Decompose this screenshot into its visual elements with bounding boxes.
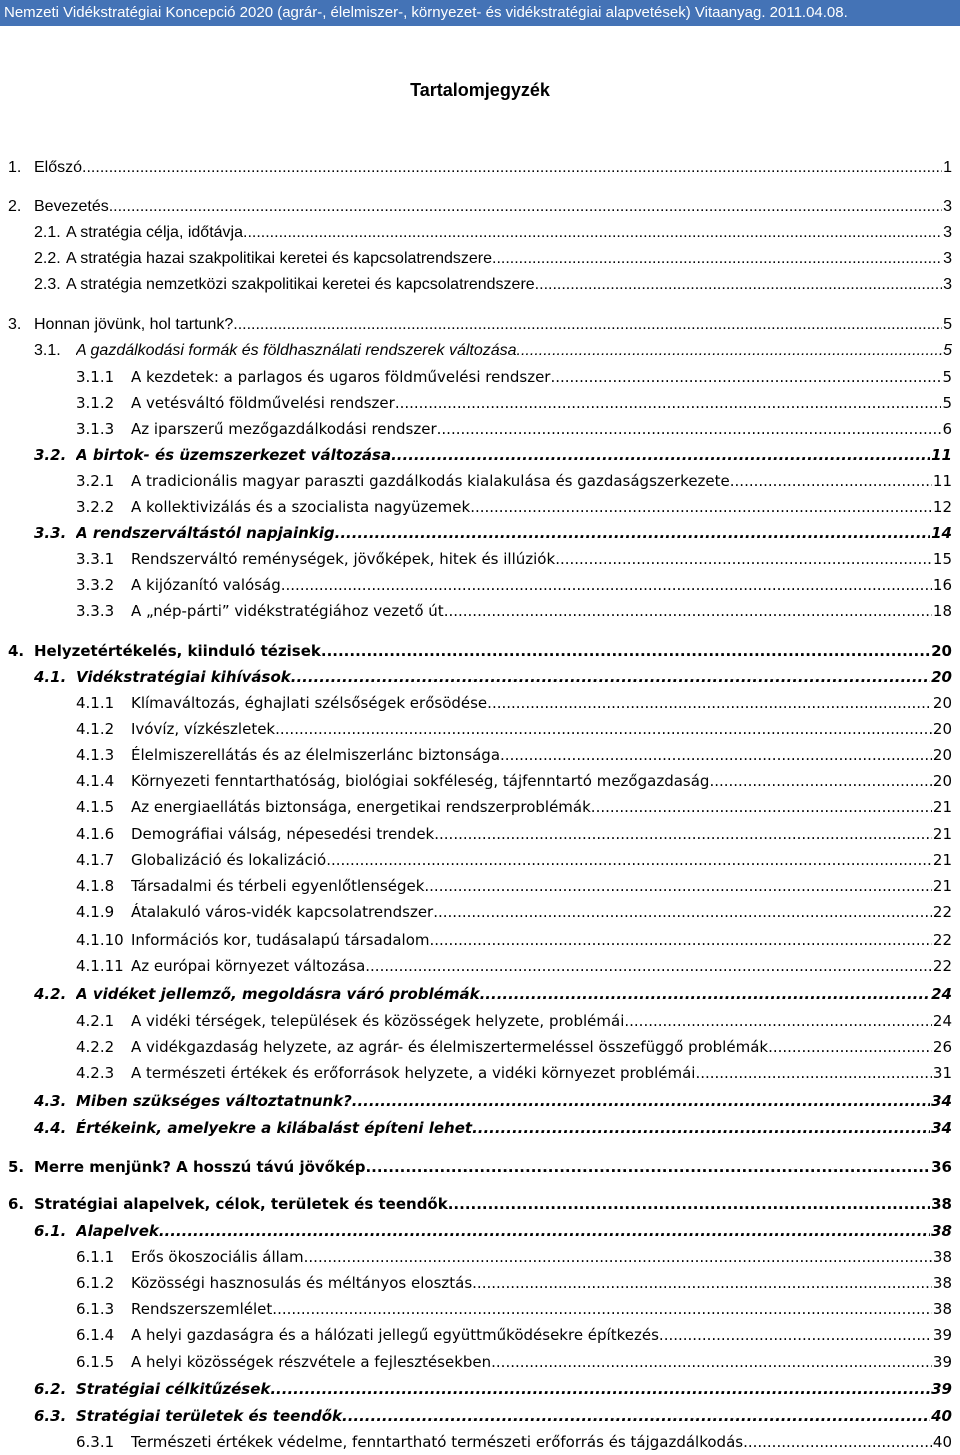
toc-entry-page: 3	[943, 250, 952, 267]
toc-entry[interactable]	[0, 1192, 960, 1216]
toc-entry-title: Rendszerszemlélet	[131, 1300, 273, 1318]
toc-entry-number: 4.1.7	[76, 851, 115, 869]
toc-entry-number: 3.2.2	[76, 498, 115, 516]
page-header: Nemzeti Vidékstratégiai Koncepció 2020 (agrár-, élelmiszer-, környezet- és vidékstratégiai alapvetések) Vitaanyag. 2011.04.08.	[0, 0, 960, 26]
toc-dot-leader	[591, 795, 932, 819]
toc-entry-page: 5	[942, 394, 952, 412]
toc-entry[interactable]	[0, 443, 960, 467]
toc-entry[interactable]	[0, 691, 960, 715]
toc-entry-number: 1.	[8, 159, 22, 176]
toc-entry-page: 22	[932, 903, 952, 921]
toc-entry[interactable]	[0, 1035, 960, 1059]
toc-entry[interactable]	[0, 717, 960, 741]
toc-entry-page: 15	[932, 550, 952, 568]
toc-entry-title: A helyi gazdaságra és a hálózati jellegű együttműködésekre építkezés	[131, 1326, 659, 1344]
toc-dot-leader	[659, 1323, 932, 1347]
toc-dot-leader	[159, 1219, 930, 1243]
toc-entry[interactable]	[0, 339, 960, 363]
toc-entry-title: Erős ökoszociális állam	[131, 1248, 304, 1266]
toc-entry-number: 6.1.4	[76, 1326, 115, 1344]
toc-entry-page: 5	[942, 368, 952, 386]
toc-entry-page: 1	[943, 159, 952, 176]
toc-entry-page: 24	[932, 1012, 952, 1030]
toc-entry-title: Az energiaellátás biztonsága, energetikai rendszerproblémák	[131, 798, 591, 816]
toc-entry-page: 39	[932, 1326, 952, 1344]
toc-entry-number: 4.3.	[34, 1092, 67, 1110]
toc-entry[interactable]	[0, 1323, 960, 1347]
toc-dot-leader	[321, 639, 930, 663]
toc-entry-number: 6.2.	[34, 1380, 67, 1398]
toc-entry-title: Az iparszerű mezőgazdálkodási rendszer	[131, 420, 437, 438]
toc-dot-leader	[326, 848, 932, 872]
toc-entry-number: 6.1.2	[76, 1274, 115, 1292]
toc-entry-number: 3.1.	[34, 342, 61, 359]
toc-entry-page: 20	[932, 772, 952, 790]
toc-entry[interactable]	[0, 848, 960, 872]
toc-entry-title: A tradicionális magyar paraszti gazdálkodás kialakulása és gazdaságszerkezete	[131, 472, 730, 490]
toc-dot-leader	[470, 495, 932, 519]
toc-entry-title: Honnan jövünk, hol tartunk?	[34, 316, 234, 333]
toc-dot-leader	[429, 928, 931, 952]
toc-entry-number: 4.1.	[34, 668, 67, 686]
toc-entry-number: 4.1.5	[76, 798, 115, 816]
toc-entry[interactable]	[0, 1009, 960, 1033]
toc-entry-title: Vidékstratégiai kihívások	[76, 668, 291, 686]
toc-entry-number: 3.3.3	[76, 602, 115, 620]
toc-entry-number: 3.3.	[34, 524, 67, 542]
toc-entry-title: A kezdetek: a parlagos és ugaros földművelési rendszer	[131, 368, 551, 386]
toc-entry[interactable]	[0, 1155, 960, 1179]
toc-entry-page: 3	[943, 224, 952, 241]
toc-entry-title: Társadalmi és térbeli egyenlőtlenségek	[131, 877, 425, 895]
toc-entry-page: 5	[943, 316, 952, 333]
toc-dot-leader	[352, 1089, 930, 1113]
toc-dot-leader	[487, 691, 932, 715]
toc-dot-leader	[709, 769, 931, 793]
toc-entry-number: 2.2.	[34, 250, 61, 267]
toc-entry-page: 18	[932, 602, 952, 620]
toc-entry-number: 6.1.	[34, 1222, 67, 1240]
toc-entry[interactable]	[0, 599, 960, 623]
toc-dot-leader	[555, 547, 932, 571]
toc-entry[interactable]	[0, 769, 960, 793]
toc-entry[interactable]	[0, 495, 960, 519]
toc-entry-title: Élelmiszerellátás és az élelmiszerlánc biztonsága	[131, 746, 501, 764]
toc-dot-leader	[437, 417, 942, 441]
toc-entry[interactable]	[0, 221, 960, 245]
toc-entry-page: 20	[932, 720, 952, 738]
toc-dot-leader	[480, 982, 931, 1006]
toc-dot-leader	[433, 900, 932, 924]
toc-entry[interactable]	[0, 547, 960, 571]
toc-entry-page: 6	[942, 420, 952, 438]
toc-entry-title: Merre menjünk? A hosszú távú jövőkép.	[34, 1158, 372, 1176]
toc-entry-number: 4.1.11	[76, 957, 124, 975]
toc-entry[interactable]	[0, 1089, 960, 1113]
toc-entry[interactable]	[0, 822, 960, 846]
toc-entry[interactable]	[0, 273, 960, 297]
toc-entry[interactable]	[0, 1297, 960, 1321]
toc-entry-title: Miben szükséges változtatnunk?	[76, 1092, 352, 1110]
toc-entry-number: 2.	[8, 198, 22, 215]
toc-entry[interactable]	[0, 365, 960, 389]
toc-entry-number: 6.1.3	[76, 1300, 115, 1318]
toc-entry-title: A kollektivizálás és a szocialista nagyüzemek	[131, 498, 471, 516]
toc-dot-leader	[304, 1245, 932, 1269]
toc-entry-page: 26	[932, 1038, 952, 1056]
toc-entry-page: 34	[931, 1119, 952, 1137]
toc-entry-title: Stratégiai célkitűzések	[76, 1380, 271, 1398]
toc-entry[interactable]	[0, 954, 960, 978]
toc-entry[interactable]	[0, 1116, 960, 1140]
toc-entry-title: A rendszerváltástól napjainkig	[76, 524, 335, 542]
toc-entry-number: 5.	[8, 1158, 25, 1176]
toc-dot-leader	[624, 1009, 932, 1033]
toc-entry-title: Előszó	[34, 159, 83, 176]
toc-dot-leader	[109, 195, 942, 219]
toc-entry-page: 20	[931, 642, 952, 660]
toc-entry[interactable]	[0, 156, 960, 180]
toc-entry[interactable]	[0, 195, 960, 219]
toc-entry[interactable]	[0, 1350, 960, 1374]
toc-entry[interactable]	[0, 639, 960, 663]
toc-dot-leader	[472, 1116, 930, 1140]
toc-dot-leader	[335, 521, 930, 545]
toc-entry-title: A természeti értékek és erőforrások helyzete, a vidéki környezet problémái	[131, 1064, 696, 1082]
toc-entry-title: A gazdálkodási formák és földhasználati rendszerek változása	[76, 342, 517, 359]
toc-entry-page: 39	[932, 1353, 952, 1371]
toc-entry-page: 12	[932, 498, 952, 516]
toc-entry[interactable]	[0, 665, 960, 689]
toc-entry-page: 20	[932, 746, 952, 764]
toc-entry[interactable]	[0, 1271, 960, 1295]
toc-entry-title: A „nép-párti” vidékstratégiához vezető út	[131, 602, 444, 620]
toc-entry-number: 4.2.1	[76, 1012, 115, 1030]
toc-entry-number: 4.2.3	[76, 1064, 115, 1082]
toc-entry[interactable]	[0, 521, 960, 545]
toc-entry-number: 3.1.3	[76, 420, 115, 438]
toc-entry-number: 4.1.9	[76, 903, 115, 921]
toc-entry-number: 4.1.3	[76, 746, 115, 764]
toc-dot-leader	[82, 156, 942, 180]
toc-dot-leader	[472, 1271, 932, 1295]
toc-dot-leader	[233, 313, 942, 337]
toc-entry-page: 16	[932, 576, 952, 594]
toc-entry-title: A vidékgazdaság helyzete, az agrár- és élelmiszertermeléssel összefüggő problémák	[131, 1038, 769, 1056]
toc-entry-title: Az európai környezet változása	[131, 957, 366, 975]
toc-entry-number: 3.1.2	[76, 394, 115, 412]
toc-entry-number: 4.1.10	[76, 931, 124, 949]
toc-entry-page: 5	[943, 342, 952, 359]
toc-entry-page: 31	[932, 1064, 952, 1082]
toc-entry-number: 3.	[8, 316, 22, 333]
toc-entry[interactable]	[0, 391, 960, 415]
toc-dot-leader	[535, 273, 942, 297]
toc-entry-title: Globalizáció és lokalizáció	[131, 851, 327, 869]
toc-entry-number: 4.1.6	[76, 825, 115, 843]
toc-entry-number: 4.1.1	[76, 694, 115, 712]
toc-entry[interactable]	[0, 1245, 960, 1269]
toc-entry-page: 39	[931, 1380, 952, 1398]
toc-entry-page: 38	[932, 1300, 952, 1318]
toc-entry-page: 34	[931, 1092, 952, 1110]
toc-entry-page: 38	[931, 1222, 952, 1240]
toc-entry-page: 40	[931, 1407, 952, 1425]
toc-entry-number: 3.3.2	[76, 576, 115, 594]
toc-entry-page: 40	[932, 1433, 952, 1451]
toc-entry-title: A vidéki térségek, települések és közösségek helyzete, problémái	[131, 1012, 625, 1030]
toc-entry-title: Bevezetés	[34, 198, 109, 215]
toc-dot-leader	[272, 1297, 932, 1321]
toc-entry-number: 3.1.1	[76, 368, 115, 386]
toc-entry-title: Átalakuló város-vidék kapcsolatrendszer	[131, 903, 434, 921]
toc-entry-page: 21	[932, 798, 952, 816]
toc-entry-number: 4.2.	[34, 985, 67, 1003]
toc-entry-title: A stratégia hazai szakpolitikai keretei és kapcsolatrendszere	[66, 250, 492, 267]
toc-dot-leader	[395, 391, 942, 415]
toc-entry-title: Helyzetértékelés, kiinduló tézisek	[34, 642, 321, 660]
toc-entry-number: 4.1.4	[76, 772, 115, 790]
toc-dot-leader	[424, 874, 932, 898]
toc-entry-number: 2.1.	[34, 224, 61, 241]
toc-entry[interactable]	[0, 1430, 960, 1454]
toc-entry-page: 24	[931, 985, 952, 1003]
toc-entry-page: 14	[931, 524, 952, 542]
toc-dot-leader	[342, 1404, 930, 1428]
toc-entry-page: 11	[932, 472, 952, 490]
toc-entry[interactable]	[0, 743, 960, 767]
toc-dot-leader	[500, 743, 932, 767]
toc-entry-number: 3.2.	[34, 446, 67, 464]
toc-entry[interactable]	[0, 573, 960, 597]
toc-entry-title: A kijózanító valóság	[131, 576, 281, 594]
toc-entry-page: 38	[932, 1248, 952, 1266]
toc-dot-leader	[448, 1192, 930, 1216]
toc-entry-title: A helyi közösségek részvétele a fejlesztésekben	[131, 1353, 492, 1371]
toc-entry[interactable]	[0, 982, 960, 1006]
toc-entry[interactable]	[0, 900, 960, 924]
toc-entry-number: 3.3.1	[76, 550, 115, 568]
toc-entry-page: 38	[932, 1274, 952, 1292]
toc-entry-number: 4.2.2	[76, 1038, 115, 1056]
toc-dot-leader	[550, 365, 941, 389]
toc-entry[interactable]	[0, 874, 960, 898]
toc-entry[interactable]	[0, 1219, 960, 1243]
toc-dot-leader	[270, 1377, 930, 1401]
toc-entry-number: 6.	[8, 1195, 25, 1213]
toc-dot-leader	[243, 221, 942, 245]
toc-entry-number: 6.3.1	[76, 1433, 115, 1451]
toc-entry[interactable]	[0, 1377, 960, 1401]
toc-entry[interactable]	[0, 313, 960, 337]
toc-entry[interactable]	[0, 247, 960, 271]
toc-entry-number: 4.1.8	[76, 877, 115, 895]
toc-entry-page: 36	[931, 1158, 952, 1176]
toc-entry-title: Környezeti fenntarthatóság, biológiai sokféleség, tájfenntartó mezőgazdaság	[131, 772, 710, 790]
toc-entry-title: A vidéket jellemző, megoldásra váró problémák	[76, 985, 480, 1003]
toc-dot-leader	[444, 599, 932, 623]
toc-entry-title: Demográfiai válság, népesedési trendek	[131, 825, 435, 843]
toc-entry-title: A birtok- és üzemszerkezet változása	[76, 446, 392, 464]
toc-entry-number: 4.1.2	[76, 720, 115, 738]
toc-entry-page: 22	[932, 957, 952, 975]
toc-dot-leader	[768, 1035, 932, 1059]
toc-entry-title: Ivóvíz, vízkészletek	[131, 720, 276, 738]
toc-dot-leader	[275, 717, 932, 741]
toc-entry-page: 20	[932, 694, 952, 712]
toc-entry-title: Természeti értékek védelme, fenntartható természeti erőforrás és tájgazdálkodás	[131, 1433, 744, 1451]
toc-entry-title: Közösségi hasznosulás és méltányos elosztás	[131, 1274, 473, 1292]
toc-dot-leader	[491, 1350, 932, 1374]
toc-entry-page: 3	[943, 276, 952, 293]
toc-dot-leader	[291, 665, 930, 689]
toc-entry-page: 20	[931, 668, 952, 686]
toc-entry[interactable]	[0, 417, 960, 441]
toc-dot-leader	[730, 469, 932, 493]
toc-entry-page: 11	[931, 446, 952, 464]
toc-dot-leader	[492, 247, 942, 271]
toc-dot-leader	[371, 1155, 930, 1179]
toc-dot-leader	[391, 443, 930, 467]
toc-dot-leader	[517, 339, 943, 363]
toc-entry-title: Információs kor, tudásalapú társadalom	[131, 931, 430, 949]
toc-entry-page: 3	[943, 198, 952, 215]
toc-dot-leader	[695, 1061, 931, 1085]
toc-dot-leader	[281, 573, 932, 597]
toc-entry-title: Klímaváltozás, éghajlati szélsőségek erősödése	[131, 694, 488, 712]
toc-entry[interactable]	[0, 1404, 960, 1428]
toc-entry[interactable]	[0, 1061, 960, 1085]
toc-entry-number: 4.	[8, 642, 25, 660]
toc-entry-page: 22	[932, 931, 952, 949]
toc-entry-page: 38	[931, 1195, 952, 1213]
page-title: Tartalomjegyzék	[410, 80, 550, 100]
toc-entry-page: 21	[932, 877, 952, 895]
toc-entry-title: A stratégia nemzetközi szakpolitikai keretei és kapcsolatrendszere	[66, 276, 535, 293]
toc-entry-title: Stratégiai alapelvek, célok, területek és teendők	[34, 1195, 448, 1213]
toc-entry[interactable]	[0, 928, 960, 952]
toc-entry-title: Alapelvek	[76, 1222, 159, 1240]
toc-entry-title: Értékeink, amelyekre a kilábalást építeni lehet	[76, 1119, 473, 1137]
toc-entry-number: 2.3.	[34, 276, 61, 293]
toc-entry[interactable]	[0, 469, 960, 493]
toc-entry[interactable]	[0, 795, 960, 819]
toc-entry-number: 3.2.1	[76, 472, 115, 490]
toc-entry-number: 6.3.	[34, 1407, 67, 1425]
toc-dot-leader	[743, 1430, 932, 1454]
toc-entry-title: A stratégia célja, időtávja	[66, 224, 243, 241]
toc-dot-leader	[365, 954, 932, 978]
toc-entry-page: 21	[932, 851, 952, 869]
toc-entry-title: Stratégiai területek és teendők	[76, 1407, 343, 1425]
toc-entry-number: 6.1.1	[76, 1248, 115, 1266]
toc-entry-title: A vetésváltó földművelési rendszer	[131, 394, 395, 412]
toc-entry-title: Rendszerváltó reménységek, jövőképek, hitek és illúziók	[131, 550, 556, 568]
toc-dot-leader	[434, 822, 932, 846]
toc-entry-number: 4.4.	[34, 1119, 67, 1137]
toc-entry-number: 6.1.5	[76, 1353, 115, 1371]
toc-entry-page: 21	[932, 825, 952, 843]
